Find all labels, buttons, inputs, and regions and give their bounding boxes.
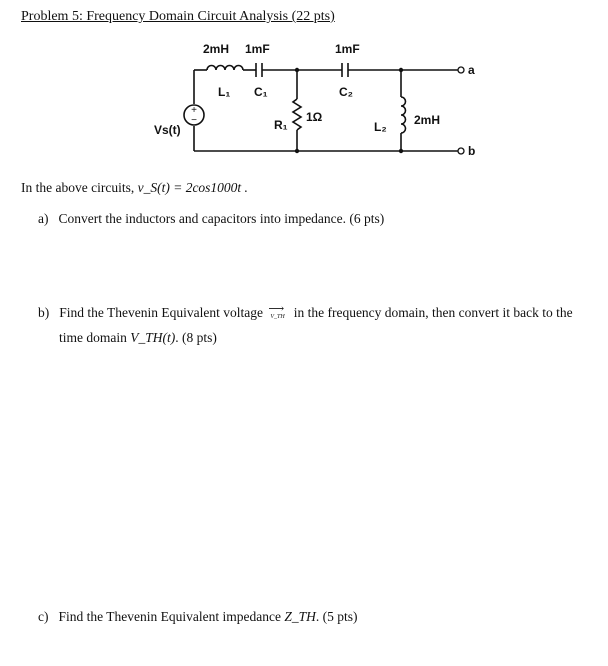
terminal-a-icon bbox=[458, 67, 464, 73]
l2-value: 2mH bbox=[414, 113, 441, 127]
question-b-line2 bbox=[59, 330, 217, 346]
r1-value: 1Ω bbox=[306, 110, 323, 124]
node-bottom-r1 bbox=[295, 149, 299, 153]
source-minus-icon: − bbox=[191, 115, 197, 126]
r1-label: R₁ bbox=[274, 118, 288, 132]
node-top-l2 bbox=[399, 68, 403, 72]
terminal-b-label: b bbox=[468, 144, 476, 158]
question-b-text-after: in the frequency domain, then convert it back to the bbox=[290, 305, 573, 320]
problem-title: Problem 5: Frequency Domain Circuit Analysis (22 pts) bbox=[21, 9, 335, 24]
question-c bbox=[38, 609, 357, 625]
question-c-symbol: Z_TH bbox=[284, 609, 316, 624]
node-bottom-l2 bbox=[399, 149, 403, 153]
question-a bbox=[38, 211, 384, 227]
question-b bbox=[38, 305, 573, 321]
question-b-label: b) bbox=[38, 305, 50, 320]
c2-value: 1mF bbox=[335, 42, 360, 56]
c1-value: 1mF bbox=[245, 42, 270, 56]
question-b-line2-symbol: V_TH(t) bbox=[130, 330, 176, 345]
question-b-line2-after: . (8 pts) bbox=[175, 330, 217, 345]
question-a-label: a) bbox=[38, 211, 49, 226]
question-a-text: Convert the inductors and capacitors into impedance. (6 pts) bbox=[58, 211, 385, 226]
c2-label: C₂ bbox=[339, 85, 353, 99]
question-c-text-after: . (5 pts) bbox=[315, 609, 358, 624]
source-label: Vs(t) bbox=[154, 123, 181, 137]
question-b-text-before: Find the Thevenin Equivalent voltage bbox=[59, 305, 267, 320]
circuit-diagram bbox=[0, 0, 608, 170]
intro-prefix: In the above circuits, bbox=[21, 180, 138, 195]
vector-vth-symbol bbox=[266, 305, 290, 319]
question-c-text-before: Find the Thevenin Equivalent impedance bbox=[58, 609, 285, 624]
terminal-b-icon bbox=[458, 148, 464, 154]
c1-label: C₁ bbox=[254, 85, 268, 99]
intro-expression: v_S(t) = 2cos1000t . bbox=[137, 180, 248, 195]
intro-text bbox=[21, 180, 248, 196]
node-top-r1 bbox=[295, 68, 299, 72]
vector-vth-label: V_TH bbox=[270, 314, 285, 320]
l1-label: L₁ bbox=[218, 85, 231, 99]
question-b-line2-before: time domain bbox=[59, 330, 131, 345]
inductor-l2 bbox=[401, 97, 406, 133]
resistor-r1 bbox=[293, 99, 301, 130]
vector-arrow-icon: ⟶ bbox=[268, 303, 285, 315]
l1-value: 2mH bbox=[203, 42, 230, 56]
question-c-label: c) bbox=[38, 609, 49, 624]
inductor-l1 bbox=[207, 66, 243, 71]
l2-label: L₂ bbox=[374, 120, 387, 134]
terminal-a-label: a bbox=[468, 63, 475, 77]
source-plus-icon: + bbox=[191, 105, 197, 116]
